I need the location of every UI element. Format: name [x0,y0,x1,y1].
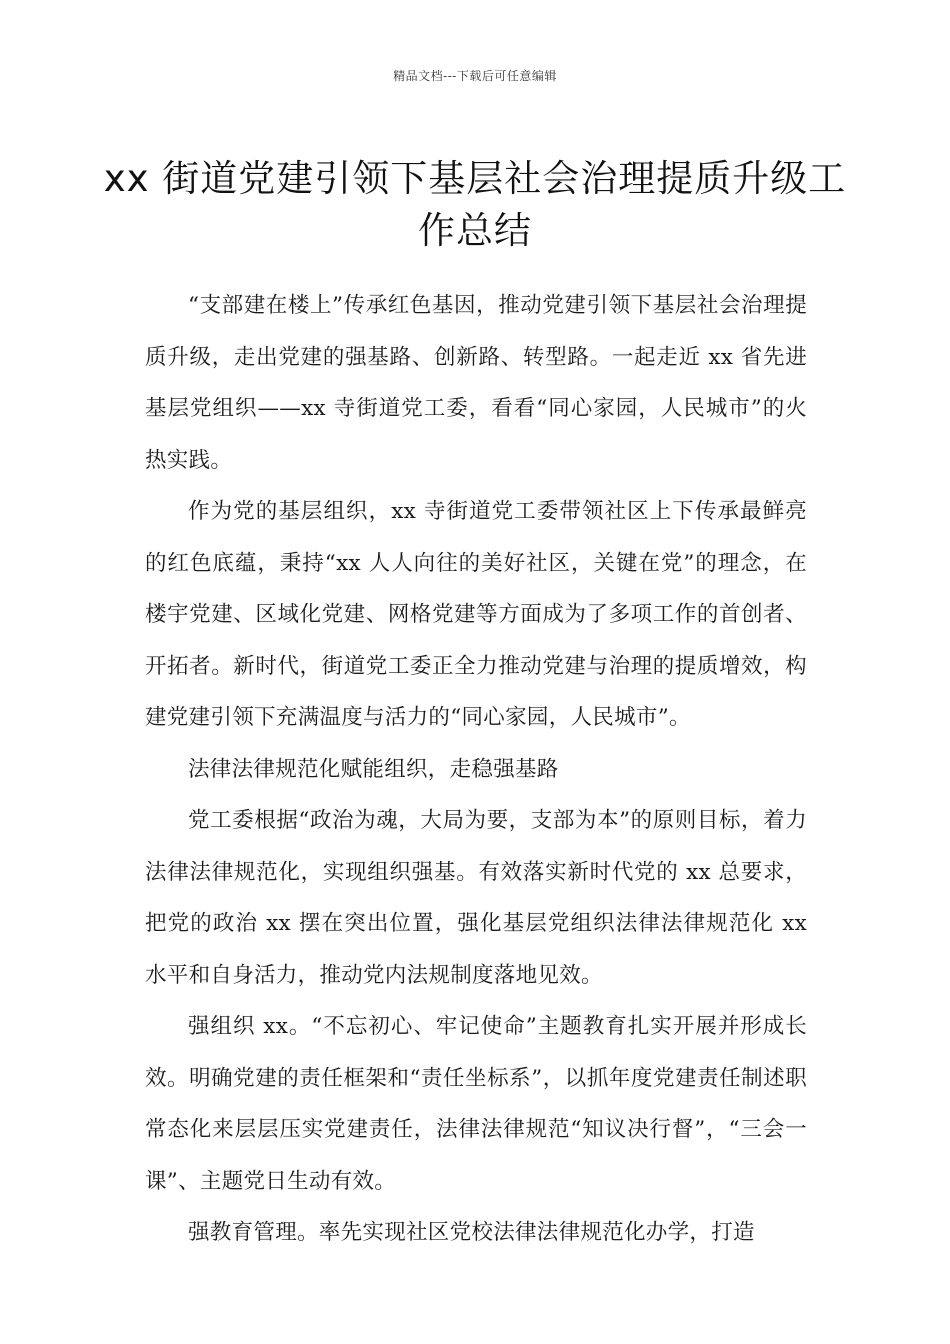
paragraph-organization: 强组织 xx。“不忘初心、牢记使命”主题教育扎实开展并形成长效。明确党建的责任框架和“责任坐标系”，以抓年度党建责任制述职常态化来层层压实党建责任，法律法律规范“知议决行督”，“三会一课”、主题党日生动有效。 [145,1014,807,1194]
header-note: 精品文档---下载后可任意编辑 [393,69,557,83]
paragraph-intro: “支部建在楼上”传承红色基因，推动党建引领下基层社会治理提质升级，走出党建的强基路、创新路、转型路。一起走近 xx 省先进基层党组织——xx 寺街道党工委，看看“同心家园，人民城市”的火热实践。 [145,293,807,473]
document-body [145,280,807,1259]
paragraph-principles: 党工委根据“政治为魂，大局为要，支部为本”的原则目标，着力法律法律规范化，实现组织强基。有效落实新时代党的 xx 总要求，把党的政治 xx 摆在突出位置，强化基层党组织法律法律规范化 xx 水平和自身活力，推动党内法规制度落地见效。 [145,808,807,988]
section-heading: 法律法律规范化赋能组织，走稳强基路 [188,756,559,782]
paragraph-background: 作为党的基层组织，xx 寺街道党工委带领社区上下传承最鲜亮的红色底蕴，秉持“xx 人人向往的美好社区，关键在党”的理念，在楼宇党建、区域化党建、网格党建等方面成为了多项工作的首创者、开拓者。新时代，街道党工委正全力推动党建与治理的提质增效，构建党建引领下充满温度与活力的“同心家园，人民城市”。 [145,499,807,730]
paragraph-education: 强教育管理。率先实现社区党校法律法律规范化办学，打造 [188,1220,755,1245]
document-title: xx 街道党建引领下基层社会治理提质升级工作总结 [103,156,847,252]
